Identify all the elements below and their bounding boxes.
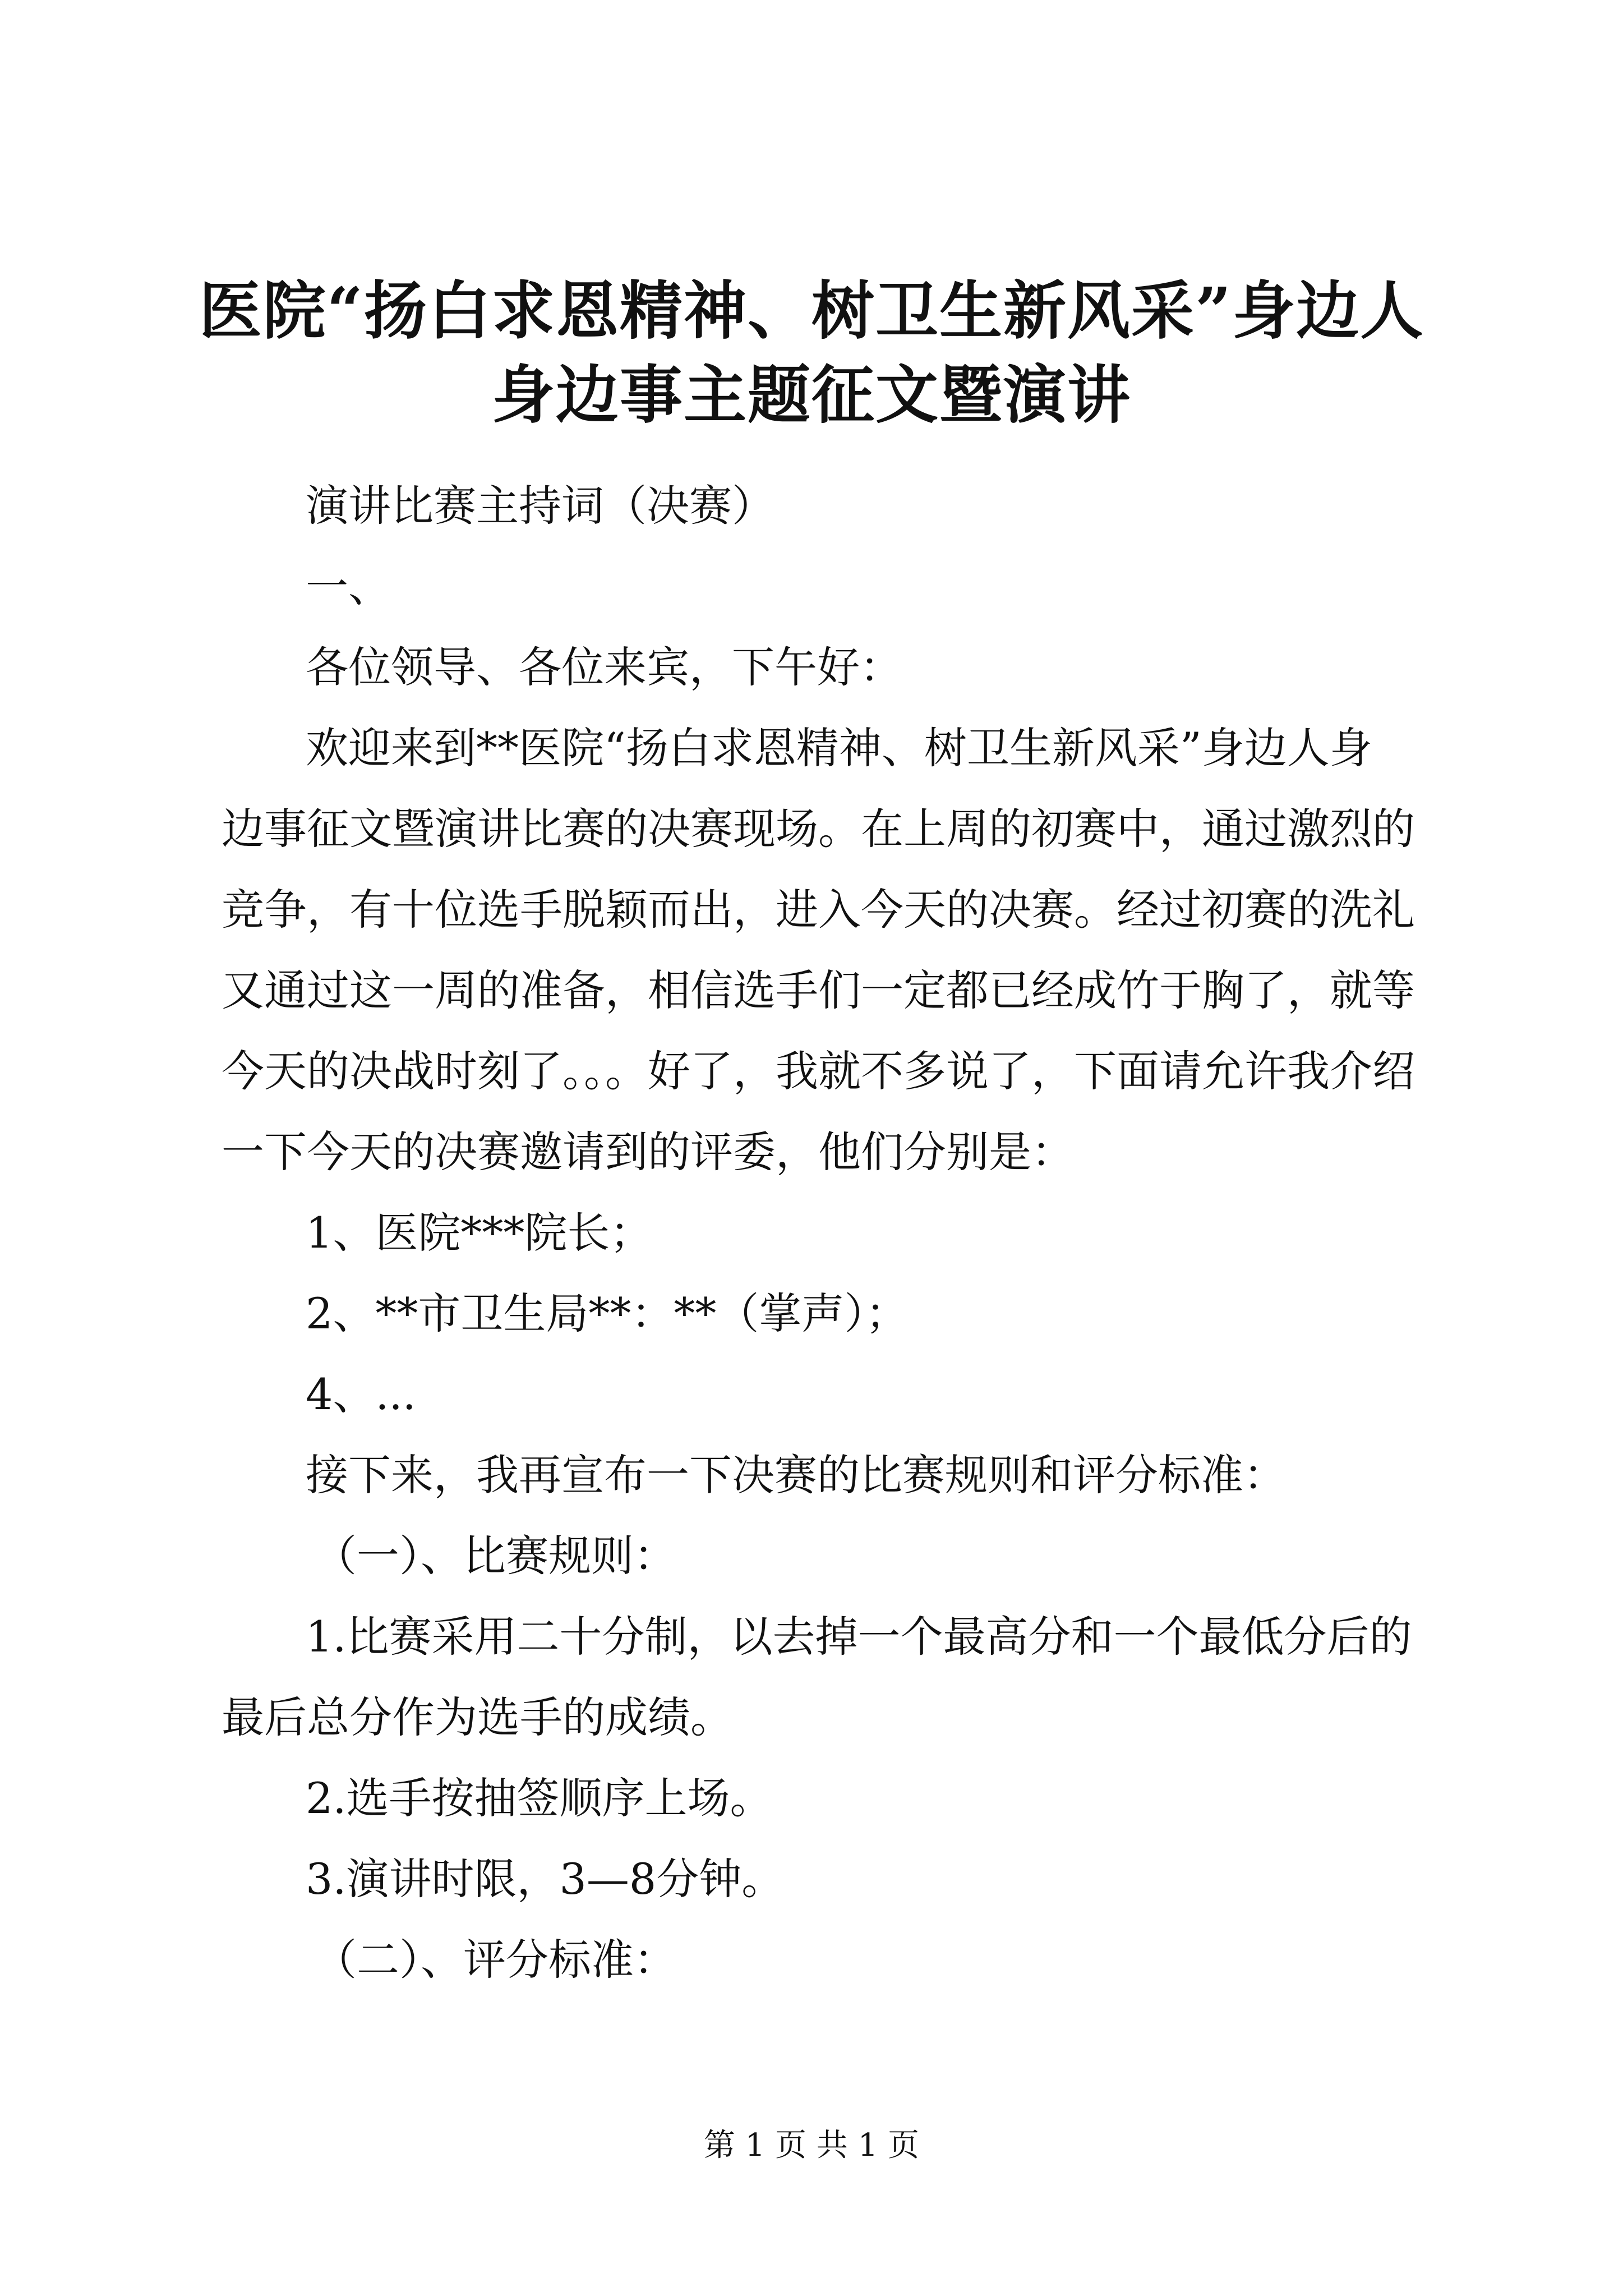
page-footer: 第 1 页 共 1 页 <box>703 2127 920 2164</box>
judge-list-item: 4、... <box>306 1369 416 1419</box>
judge-list-item: 1、医院***院长； <box>306 1208 653 1258</box>
section-heading-rules: （一）、比赛规则： <box>314 1531 676 1581</box>
document-body <box>222 466 1427 2000</box>
paragraph-welcome-line: 欢迎来到**医院“扬白求恩精神、树卫生新风采”身边人身 <box>306 723 1372 773</box>
rule-item: 3.演讲时限，3—8分钟。 <box>306 1854 785 1904</box>
paragraph-welcome-line: 今天的决战时刻了。。。好了，我就不多说了，下面请允许我介绍 <box>222 1046 1415 1096</box>
paragraph-greeting: 各位领导、各位来宾，下午好： <box>306 642 902 692</box>
section-heading-scoring: （二）、评分标准： <box>314 1935 676 1985</box>
document-title <box>185 269 1438 438</box>
rule-item: 2.选手按抽签顺序上场。 <box>306 1773 773 1823</box>
judge-list-item: 2、**市卫生局**：**（掌声）； <box>306 1289 909 1338</box>
paragraph-rules-intro: 接下来，我再宣布一下决赛的比赛规则和评分标准： <box>306 1450 1286 1500</box>
paragraph-subtitle: 演讲比赛主持词（决赛） <box>306 481 774 531</box>
title-line-2: 身边事主题征文暨演讲 <box>492 358 1131 432</box>
paragraph-welcome-line: 竞争，有十位选手脱颖而出，进入今天的决赛。经过初赛的洗礼 <box>222 885 1415 935</box>
paragraph-welcome-line: 边事征文暨演讲比赛的决赛现场。在上周的初赛中，通过激烈的 <box>222 804 1415 854</box>
paragraph-section-one: 一、 <box>306 562 391 611</box>
paragraph-welcome-line: 又通过这一周的准备，相信选手们一定都已经成竹于胸了，就等 <box>222 965 1415 1015</box>
rule-item-continued: 最后总分作为选手的成绩。 <box>222 1692 733 1742</box>
rule-item: 1.比赛采用二十分制，以去掉一个最高分和一个最低分后的 <box>306 1612 1412 1662</box>
title-line-1: 医院“扬白求恩精神、树卫生新风采”身边人 <box>199 274 1424 348</box>
paragraph-welcome-line: 一下今天的决赛邀请到的评委，他们分别是： <box>222 1127 1074 1177</box>
